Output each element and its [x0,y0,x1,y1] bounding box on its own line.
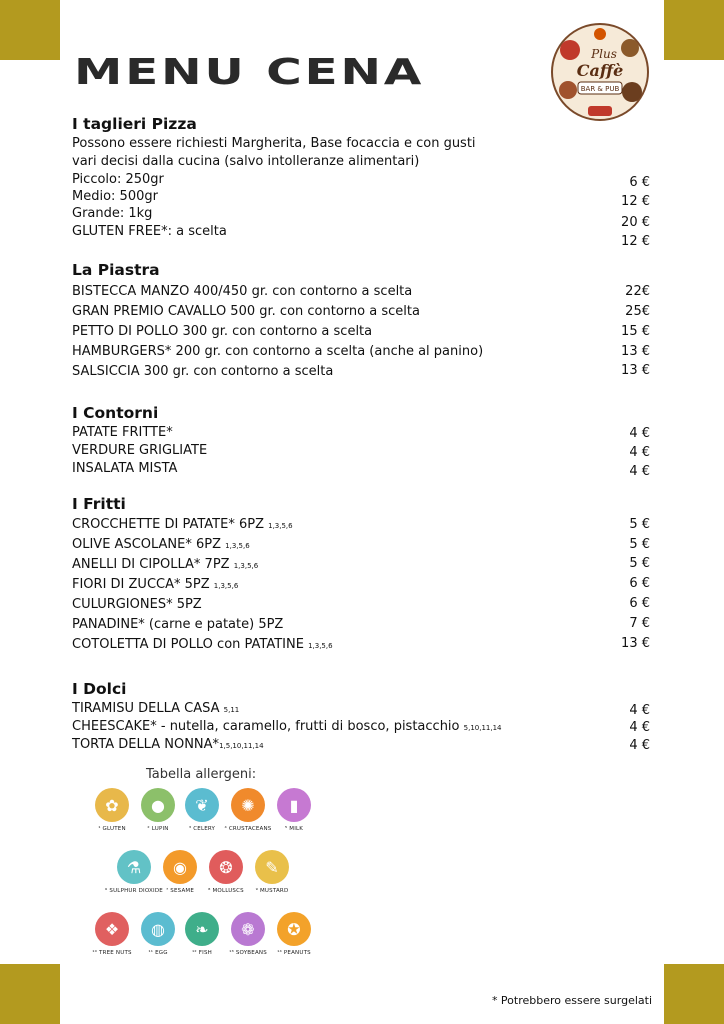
allergen-codes: 1,3,5,6 [213,582,239,590]
section-description: Possono essere richiesti Margherita, Base focaccia e con gusti [72,136,476,151]
sesame-icon: ◉ [163,850,197,884]
allergen-label: ⁹ MUSTARD [255,888,289,894]
allergen-label: ⁵ MILK [284,826,304,832]
menu-item-name: PANADINE* (carne e patate) 5PZ [72,617,284,632]
sulphur-icon: ⚗ [117,850,151,884]
shell-icon: ❂ [209,850,243,884]
menu-item-name: GRAN PREMIO CAVALLO 500 gr. con contorno a scelta [72,304,420,319]
menu-item-price: 4 € [629,464,650,479]
menu-item-name: BISTECCA MANZO 400/450 gr. con contorno a scelta [72,284,413,299]
allergen-codes: 5,10,11,14 [463,724,502,732]
allergen-codes: 5,11 [223,706,240,714]
menu-item-name: Grande: 1kg [72,206,153,221]
menu-item-name: Piccolo: 250gr [72,172,164,187]
menu-item-price: 6 € [629,175,650,190]
menu-item-price: 4 € [629,703,650,718]
menu-item-price: 13 € [621,636,650,651]
menu-item-name: CULURGIONES* 5PZ [72,597,202,612]
section-title-dolci: I Dolci [72,680,127,698]
allergen-label: ⁴ CRUSTACEANS [224,826,272,832]
menu-item-price: 15 € [621,324,650,339]
allergen-label: ⁷ SESAME [165,888,195,894]
allergen-label: ¹⁰ TREE NUTS [92,950,132,956]
menu-item-price: 5 € [629,537,650,552]
menu-item-price: 25€ [625,304,650,319]
allergen-table-title: Tabella allergeni: [146,767,257,782]
menu-item-name: Medio: 500gr [72,189,158,204]
corner-decoration [664,0,724,60]
section-title-piastra: La Piastra [72,261,160,279]
section-title-taglieri: I taglieri Pizza [72,115,197,133]
menu-item-price: 22€ [625,284,650,299]
allergen-codes: 1,3,5,6 [225,542,250,550]
menu-item-name: INSALATA MISTA [72,461,178,476]
corner-decoration [0,0,60,60]
egg-icon: ◍ [141,912,175,946]
menu-item-name: TORTA DELLA NONNA*1,5,10,11,14 [72,737,264,752]
allergen-item [264,788,324,832]
lupin-icon: ● [141,788,175,822]
wheat-icon: ✿ [95,788,129,822]
menu-item-price: 5 € [629,556,650,571]
menu-item-name: PETTO DI POLLO 300 gr. con contorno a scelta [72,324,373,339]
menu-item-name: VERDURE GRIGLIATE [72,443,208,458]
menu-item-name: OLIVE ASCOLANE* 6PZ 1,3,5,6 [72,537,250,552]
celery-icon: ❦ [185,788,219,822]
allergen-label: ¹³ SOYBEANS [229,950,267,956]
allergen-label: ² LUPIN [147,826,169,832]
section-title-fritti: I Fritti [72,495,126,513]
menu-item-price: 4 € [629,445,650,460]
corner-decoration [664,964,724,1024]
menu-item-name: CHEESCAKE* - nutella, caramello, frutti di bosco, pistacchio 5,10,11,14 [72,719,502,734]
allergen-label: ¹ GLUTEN [98,826,126,832]
allergen-codes: 1,3,5,6 [308,642,333,650]
menu-item-name: PATATE FRITTE* [72,425,173,440]
menu-item-price: 4 € [629,426,650,441]
footnote: * Potrebbero essere surgelati [491,994,652,1007]
section-title-contorni: I Contorni [72,404,159,422]
page-title: MENU CENA [74,52,425,93]
allergen-item [264,912,324,956]
logo-text: Caffè [576,61,624,80]
peanut-icon: ✪ [277,912,311,946]
menu-item-price: 13 € [621,363,650,378]
menu-item-name: TIRAMISU DELLA CASA 5,11 [72,701,240,716]
menu-item-name: FIORI DI ZUCCA* 5PZ 1,3,5,6 [72,577,239,592]
allergen-label: ¹² FISH [192,950,212,956]
menu-item-name: GLUTEN FREE*: a scelta [72,224,227,239]
mustard-icon: ✎ [255,850,289,884]
menu-item-price: 20 € [621,215,650,230]
menu-item-price: 4 € [629,720,650,735]
menu-item-name: HAMBURGERS* 200 gr. con contorno a scelta (anche al panino) [72,344,484,359]
allergen-label: ⁸ MOLLUSCS [208,888,244,894]
menu-item-price: 4 € [629,738,650,753]
menu-item-price: 5 € [629,517,650,532]
menu-item-name: COTOLETTA DI POLLO con PATATINE 1,3,5,6 [72,637,333,652]
allergen-label: ¹⁴ PEANUTS [277,950,311,956]
menu-item-price: 7 € [629,616,650,631]
menu-item-name: ANELLI DI CIPOLLA* 7PZ 1,3,5,6 [72,557,259,572]
allergen-label: ¹¹ EGG [148,950,168,956]
menu-item-price: 12 € [621,194,650,209]
menu-item-price: 13 € [621,344,650,359]
menu-item-name: SALSICCIA 300 gr. con contorno a scelta [72,364,334,379]
crab-icon: ✺ [231,788,265,822]
menu-item-price: 6 € [629,576,650,591]
logo-text: Plus [591,47,617,61]
plus-caffe-logo [548,20,652,124]
logo-text: BAR & PUB [580,85,620,93]
soy-icon: ❁ [231,912,265,946]
allergen-codes: 1,3,5,6 [233,562,259,570]
allergen-label: ⁶ SULPHUR DIOXIDE [105,888,163,894]
menu-item-price: 12 € [621,234,650,249]
nuts-icon: ❖ [95,912,129,946]
fish-icon: ❧ [185,912,219,946]
milk-icon: ▮ [277,788,311,822]
menu-item-name: CROCCHETTE DI PATATE* 6PZ 1,3,5,6 [72,517,293,532]
menu-item-price: 6 € [629,596,650,611]
allergen-item [242,850,302,894]
section-description: vari decisi dalla cucina (salvo intolleranze alimentari) [72,154,420,169]
corner-decoration [0,964,60,1024]
allergen-codes: 1,5,10,11,14 [219,742,264,750]
allergen-codes: 1,3,5,6 [268,522,293,530]
allergen-label: ³ CELERY [188,826,216,832]
